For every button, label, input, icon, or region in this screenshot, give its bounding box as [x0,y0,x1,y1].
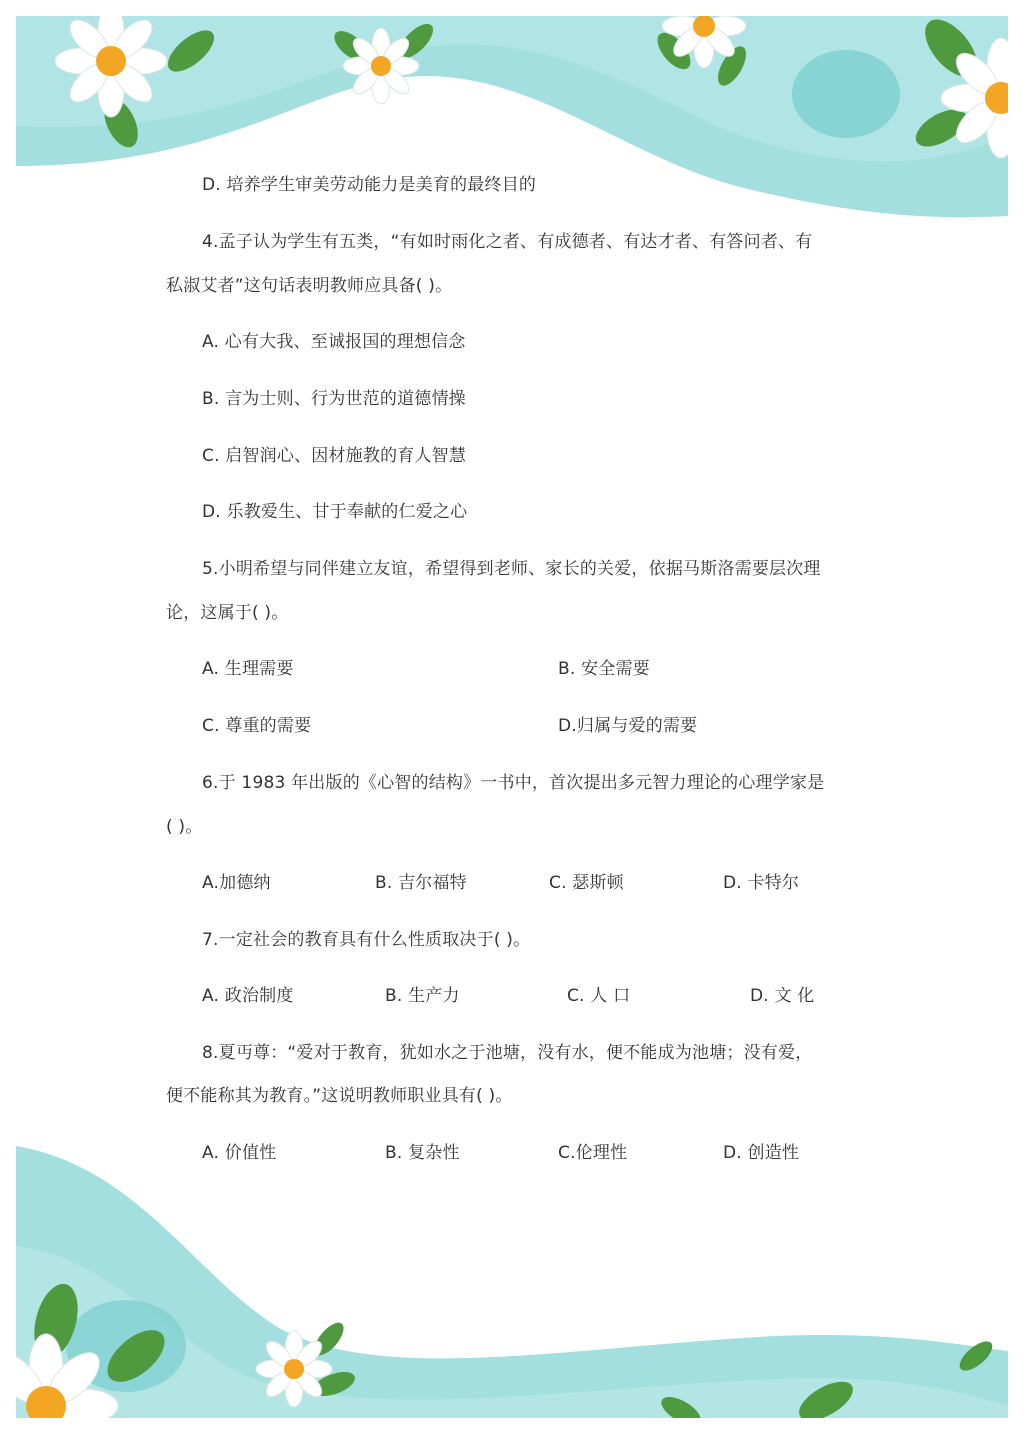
q7-option-a: A. 政治制度 [202,986,294,1006]
q5-option-a: A. 生理需要 [202,659,294,679]
q8-stem-line1: 8.夏丏尊：“爱对于教育，犹如水之于池塘，没有水，便不能成为池塘；没有爱， [202,1043,813,1063]
q6-stem-line2: ( )。 [166,817,203,837]
q7-option-c: C. 人 口 [567,986,631,1006]
q6-option-d: D. 卡特尔 [723,873,800,893]
q8-option-c: C.伦理性 [558,1143,628,1163]
q7-stem: 7.一定社会的教育具有什么性质取决于( )。 [202,930,531,950]
q4-stem-line1: 4.孟子认为学生有五类，“有如时雨化之者、有成德者、有达才者、有答问者、有 [202,232,813,252]
q8-option-a: A. 价值性 [202,1143,277,1163]
q5-stem-line2: 论，这属于( )。 [166,603,289,623]
q6-option-b: B. 吉尔福特 [375,873,467,893]
top-water-oval [792,50,900,138]
q4-option-c: C. 启智润心、因材施教的育人智慧 [202,446,467,466]
q8-stem-line2: 便不能称其为教育。”这说明教师职业具有( )。 [166,1086,513,1106]
q4-option-b: B. 言为士则、行为世范的道德情操 [202,389,466,409]
q6-option-a: A.加德纳 [202,873,271,893]
q8-option-d: D. 创造性 [723,1143,800,1163]
q4-option-d: D. 乐教爱生、甘于奉献的仁爱之心 [202,502,468,522]
q5-option-c: C. 尊重的需要 [202,716,312,736]
q8-option-b: B. 复杂性 [385,1143,460,1163]
q4-option-a: A. 心有大我、至诚报国的理想信念 [202,332,466,352]
q5-option-b: B. 安全需要 [558,659,650,679]
document-page [16,16,1008,1418]
q6-option-c: C. 瑟斯顿 [549,873,624,893]
q5-option-d: D.归属与爱的需要 [558,716,698,736]
page-decoration [16,16,1008,1418]
q7-option-b: B. 生产力 [385,986,460,1006]
q4-stem-line2: 私淑艾者”这句话表明教师应具备( )。 [166,276,453,296]
q7-option-d: D. 文 化 [750,986,815,1006]
q5-stem-line1: 5.小明希望与同伴建立友谊，希望得到老师、家长的关爱，依据马斯洛需要层次理 [202,559,821,579]
q3-option-d: D. 培养学生审美劳动能力是美育的最终目的 [202,175,537,195]
q6-stem-line1: 6.于 1983 年出版的《心智的结构》一书中，首次提出多元智力理论的心理学家是 [202,773,825,793]
